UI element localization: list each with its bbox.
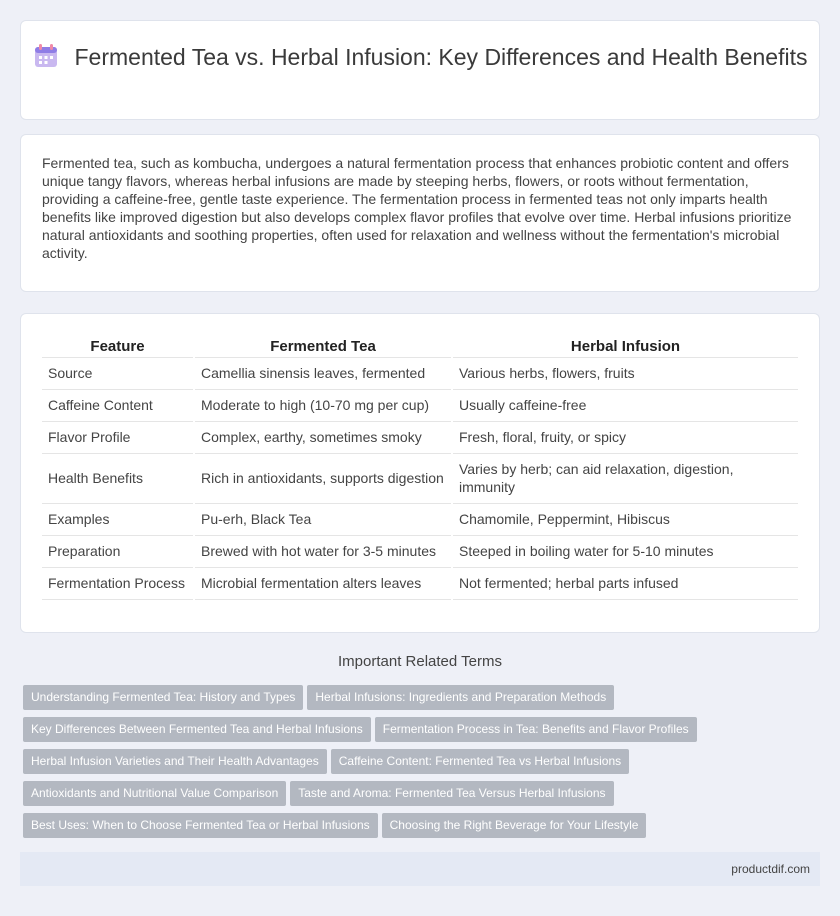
table-cell: Rich in antioxidants, supports digestion (194, 454, 452, 504)
table-cell: Fermentation Process (42, 568, 194, 600)
table-cell: Fresh, floral, fruity, or spicy (452, 422, 798, 454)
related-term-link[interactable]: Best Uses: When to Choose Fermented Tea or Herbal Infusions (23, 813, 378, 838)
table-cell: Complex, earthy, sometimes smoky (194, 422, 452, 454)
header-feature: Feature (42, 335, 194, 358)
page-title-text: Fermented Tea vs. Herbal Infusion: Key Differences and Health Benefits (74, 44, 808, 70)
intro-card (20, 134, 820, 292)
table-cell: Varies by herb; can aid relaxation, digestion, immunity (452, 454, 798, 504)
table-cell: Health Benefits (42, 454, 194, 504)
related-term-link[interactable]: Antioxidants and Nutritional Value Comparison (23, 781, 286, 806)
footer (20, 852, 820, 886)
related-terms-list (23, 685, 723, 845)
related-term-link[interactable]: Caffeine Content: Fermented Tea vs Herbal Infusions (331, 749, 629, 774)
related-term-link[interactable]: Understanding Fermented Tea: History and Types (23, 685, 303, 710)
related-term-link[interactable]: Fermentation Process in Tea: Benefits and Flavor Profiles (375, 717, 697, 742)
table-cell: Preparation (42, 536, 194, 568)
table-cell: Microbial fermentation alters leaves (194, 568, 452, 600)
related-term-link[interactable]: Herbal Infusion Varieties and Their Health Advantages (23, 749, 327, 774)
related-term-link[interactable]: Herbal Infusions: Ingredients and Preparation Methods (307, 685, 614, 710)
table-cell: Not fermented; herbal parts infused (452, 568, 798, 600)
table-header-row (42, 335, 798, 358)
table-row (42, 422, 798, 454)
table-cell: Steeped in boiling water for 5-10 minutes (452, 536, 798, 568)
table-cell: Examples (42, 504, 194, 536)
header-card (20, 20, 820, 120)
table-cell: Pu-erh, Black Tea (194, 504, 452, 536)
table-cell: Brewed with hot water for 3-5 minutes (194, 536, 452, 568)
table-cell: Chamomile, Peppermint, Hibiscus (452, 504, 798, 536)
header-fermented-tea: Fermented Tea (194, 335, 452, 358)
related-term-link[interactable]: Taste and Aroma: Fermented Tea Versus Herbal Infusions (290, 781, 613, 806)
table-cell: Various herbs, flowers, fruits (452, 358, 798, 390)
related-term-link[interactable]: Choosing the Right Beverage for Your Lifestyle (382, 813, 647, 838)
comparison-card (20, 313, 820, 633)
comparison-table (42, 335, 798, 600)
related-terms-title: Important Related Terms (338, 653, 502, 670)
related-term-link[interactable]: Key Differences Between Fermented Tea and Herbal Infusions (23, 717, 371, 742)
table-row (42, 454, 798, 504)
table-row (42, 504, 798, 536)
calendar-icon (33, 43, 59, 69)
page-title (21, 43, 819, 72)
table-row (42, 390, 798, 422)
table-cell: Flavor Profile (42, 422, 194, 454)
table-cell: Usually caffeine-free (452, 390, 798, 422)
header-herbal-infusion: Herbal Infusion (452, 335, 798, 358)
table-row (42, 568, 798, 600)
footer-site-link[interactable]: productdif.com (731, 862, 810, 876)
table-row (42, 536, 798, 568)
intro-paragraph: Fermented tea, such as kombucha, undergoes a natural fermentation process that enhances probiotic content and offers unique tangy flavors, whereas herbal infusions are made by steeping herbs, flowers, or roots without fermentation, providing a caffeine-free, gentle taste experience. The fermentation process in fermented teas not only imparts health benefits like improved digestion but also develops complex flavor profiles that evolve over time. Herbal infusions prioritize natural antioxidants and soothing properties, often used for relaxation and wellness without the fermentation's microbial activity. (42, 155, 792, 261)
table-cell: Caffeine Content (42, 390, 194, 422)
table-cell: Source (42, 358, 194, 390)
table-row (42, 358, 798, 390)
table-cell: Moderate to high (10-70 mg per cup) (194, 390, 452, 422)
table-cell: Camellia sinensis leaves, fermented (194, 358, 452, 390)
